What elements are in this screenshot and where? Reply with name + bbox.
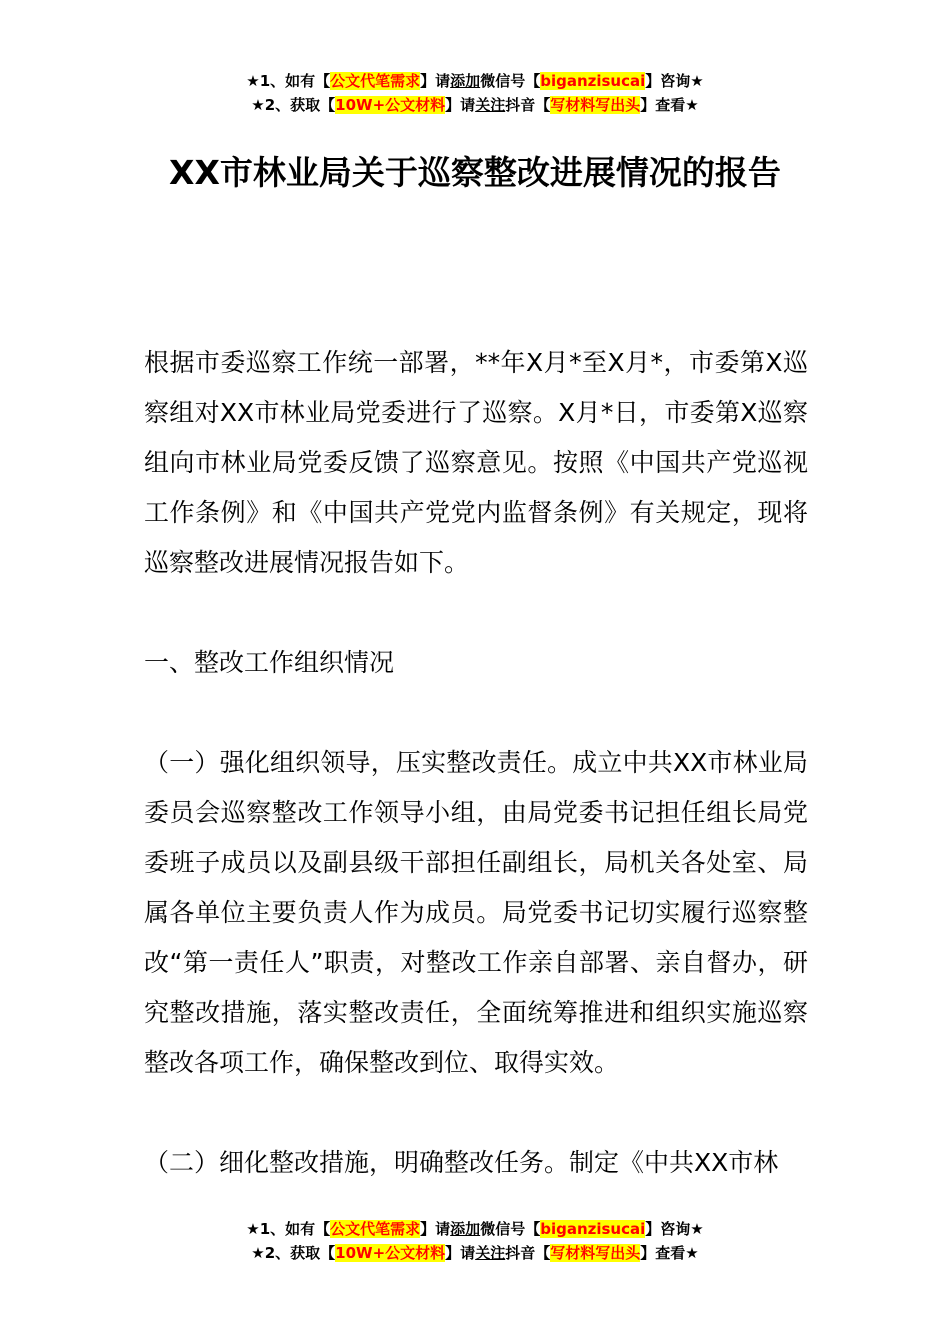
- highlight-wechat-id: biganzisucai: [540, 72, 646, 90]
- banner-text: 】请: [445, 96, 476, 114]
- banner-text: 】请: [420, 1220, 451, 1238]
- banner-text: 】咨询: [645, 72, 691, 90]
- header-banner: [0, 69, 950, 117]
- banner-text: 】咨询: [645, 1220, 691, 1238]
- banner-text: 微信号【: [480, 72, 541, 90]
- banner-line-2: [0, 93, 950, 117]
- underlined-add: 添加: [450, 72, 481, 90]
- paragraph-subsection-2: （二）细化整改措施，明确整改任务。制定《中共XX市林: [144, 1148, 779, 1177]
- star-icon: ★: [690, 1220, 704, 1238]
- banner-text: 微信号【: [480, 1220, 541, 1238]
- banner-text: 2、获取【: [264, 96, 336, 114]
- banner-text: 1、如有【: [259, 72, 331, 90]
- banner-text: 抖音【: [505, 1244, 551, 1262]
- highlight-ghostwriting: 公文代笔需求: [330, 72, 421, 90]
- star-icon: ★: [685, 96, 699, 114]
- paragraph-subsection-1: （一）强化组织领导，压实整改责任。成立中共XX市林业局委员会巡察整改工作领导小组，由局党委书记担任组长局党委班子成员以及副县级干部担任副组长，局机关各处室、局属各单位主要负责人作为成员。局党委书记切实履行巡察整改“第一责任人”职责，对整改工作亲自部署、亲自督办，研究整改措施，落实整改责任，全面统筹推进和组织实施巡察整改各项工作，确保整改到位、取得实效。: [144, 748, 808, 1077]
- star-icon: ★: [690, 72, 704, 90]
- underlined-follow: 关注: [475, 96, 506, 114]
- highlight-douyin-account: 写材料写出头: [550, 1244, 641, 1262]
- highlight-materials: 10W+公文材料: [335, 1244, 446, 1262]
- underlined-follow: 关注: [475, 1244, 506, 1262]
- highlight-douyin-account: 写材料写出头: [550, 96, 641, 114]
- banner-text: 2、获取【: [264, 1244, 336, 1262]
- banner-line-2: [0, 1241, 950, 1265]
- banner-text: 1、如有【: [259, 1220, 331, 1238]
- document-body: [144, 338, 808, 1188]
- banner-text: 】请: [445, 1244, 476, 1262]
- highlight-wechat-id: biganzisucai: [540, 1220, 646, 1238]
- document-title: XX市林业局关于巡察整改进展情况的报告: [169, 153, 781, 192]
- banner-line-1: [0, 69, 950, 93]
- star-icon: ★: [251, 96, 265, 114]
- banner-text: 抖音【: [505, 96, 551, 114]
- underlined-add: 添加: [450, 1220, 481, 1238]
- star-icon: ★: [246, 1220, 260, 1238]
- footer-banner: [0, 1217, 950, 1265]
- banner-text: 】查看: [640, 96, 686, 114]
- banner-text: 】请: [420, 72, 451, 90]
- paragraph-intro: 根据市委巡察工作统一部署，**年X月*至X月*，市委第X巡察组对XX市林业局党委进行了巡察。X月*日，市委第X巡察组向市林业局党委反馈了巡察意见。按照《中国共产党巡视工作条例》和《中国共产党党内监督条例》有关规定，现将巡察整改进展情况报告如下。: [144, 348, 808, 577]
- highlight-ghostwriting: 公文代笔需求: [330, 1220, 421, 1238]
- highlight-materials: 10W+公文材料: [335, 96, 446, 114]
- star-icon: ★: [246, 72, 260, 90]
- banner-line-1: [0, 1217, 950, 1241]
- star-icon: ★: [251, 1244, 265, 1262]
- star-icon: ★: [685, 1244, 699, 1262]
- section-heading: 一、整改工作组织情况: [144, 648, 395, 677]
- banner-text: 】查看: [640, 1244, 686, 1262]
